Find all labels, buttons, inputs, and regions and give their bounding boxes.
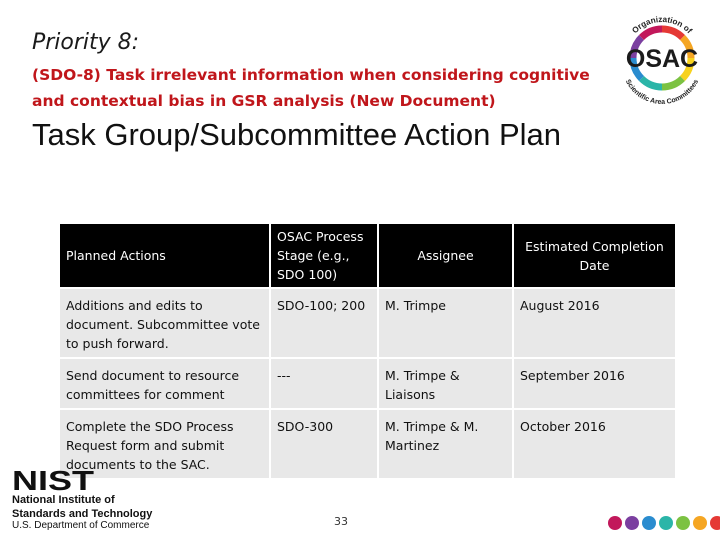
header-planned-actions: Planned Actions — [60, 224, 270, 288]
table-header-row — [60, 224, 675, 288]
table-row — [60, 288, 675, 358]
osac-ring-segment — [662, 79, 683, 87]
cell-completion-date: October 2016 — [513, 409, 675, 478]
svg-text:NIST: NIST — [12, 466, 94, 492]
nist-wordmark — [12, 466, 96, 492]
cell-process-stage: SDO-100; 200 — [270, 288, 378, 358]
nist-name-line1: National Institute of — [12, 494, 115, 506]
cell-assignee: M. Trimpe & M. Martinez — [378, 409, 513, 478]
cell-completion-date: September 2016 — [513, 358, 675, 409]
color-dot — [608, 516, 622, 530]
color-dot — [642, 516, 656, 530]
slide-title: Task Group/Subcommittee Action Plan — [32, 117, 561, 152]
cell-assignee: M. Trimpe & Liaisons — [378, 358, 513, 409]
osac-ring-segment — [662, 29, 683, 37]
color-dot — [625, 516, 639, 530]
cell-process-stage: SDO-300 — [270, 409, 378, 478]
osac-ring-segment — [641, 79, 662, 87]
priority-subtitle: (SDO-8) Task irrelevant information when considering cognitive and contextual bias in GSR analysis (New Document) — [32, 66, 590, 110]
page-number: 33 — [334, 515, 348, 528]
osac-ring-segment — [641, 29, 662, 37]
osac-ring-bottom-text: Scientific Area Committees — [623, 78, 701, 107]
nist-logo — [12, 466, 152, 532]
osac-logo — [612, 8, 712, 108]
color-dot — [710, 516, 720, 530]
header-completion-date: Estimated Completion Date — [513, 224, 675, 288]
header-process-stage: OSAC Process Stage (e.g., SDO 100) — [270, 224, 378, 288]
cell-planned-action: Send document to resource committees for comment — [60, 358, 270, 409]
table-row — [60, 358, 675, 409]
priority-heading: Priority 8: — [32, 30, 140, 55]
cell-completion-date: August 2016 — [513, 288, 675, 358]
color-dot — [676, 516, 690, 530]
color-dot — [693, 516, 707, 530]
cell-planned-action: Additions and edits to document. Subcommittee vote to push forward. — [60, 288, 270, 358]
osac-logo-text: OSAC — [625, 45, 699, 73]
nist-department: U.S. Department of Commerce — [12, 520, 150, 531]
nist-name-line2: Standards and Technology — [12, 508, 153, 520]
color-dots — [608, 516, 720, 530]
osac-ring-top-text: Organization of — [630, 14, 694, 36]
action-plan-table — [60, 224, 675, 478]
cell-assignee: M. Trimpe — [378, 288, 513, 358]
cell-planned-action: Complete the SDO Process Request form and submit documents to the SAC. — [60, 409, 270, 478]
cell-process-stage: --- — [270, 358, 378, 409]
header-assignee: Assignee — [378, 224, 513, 288]
color-dot — [659, 516, 673, 530]
